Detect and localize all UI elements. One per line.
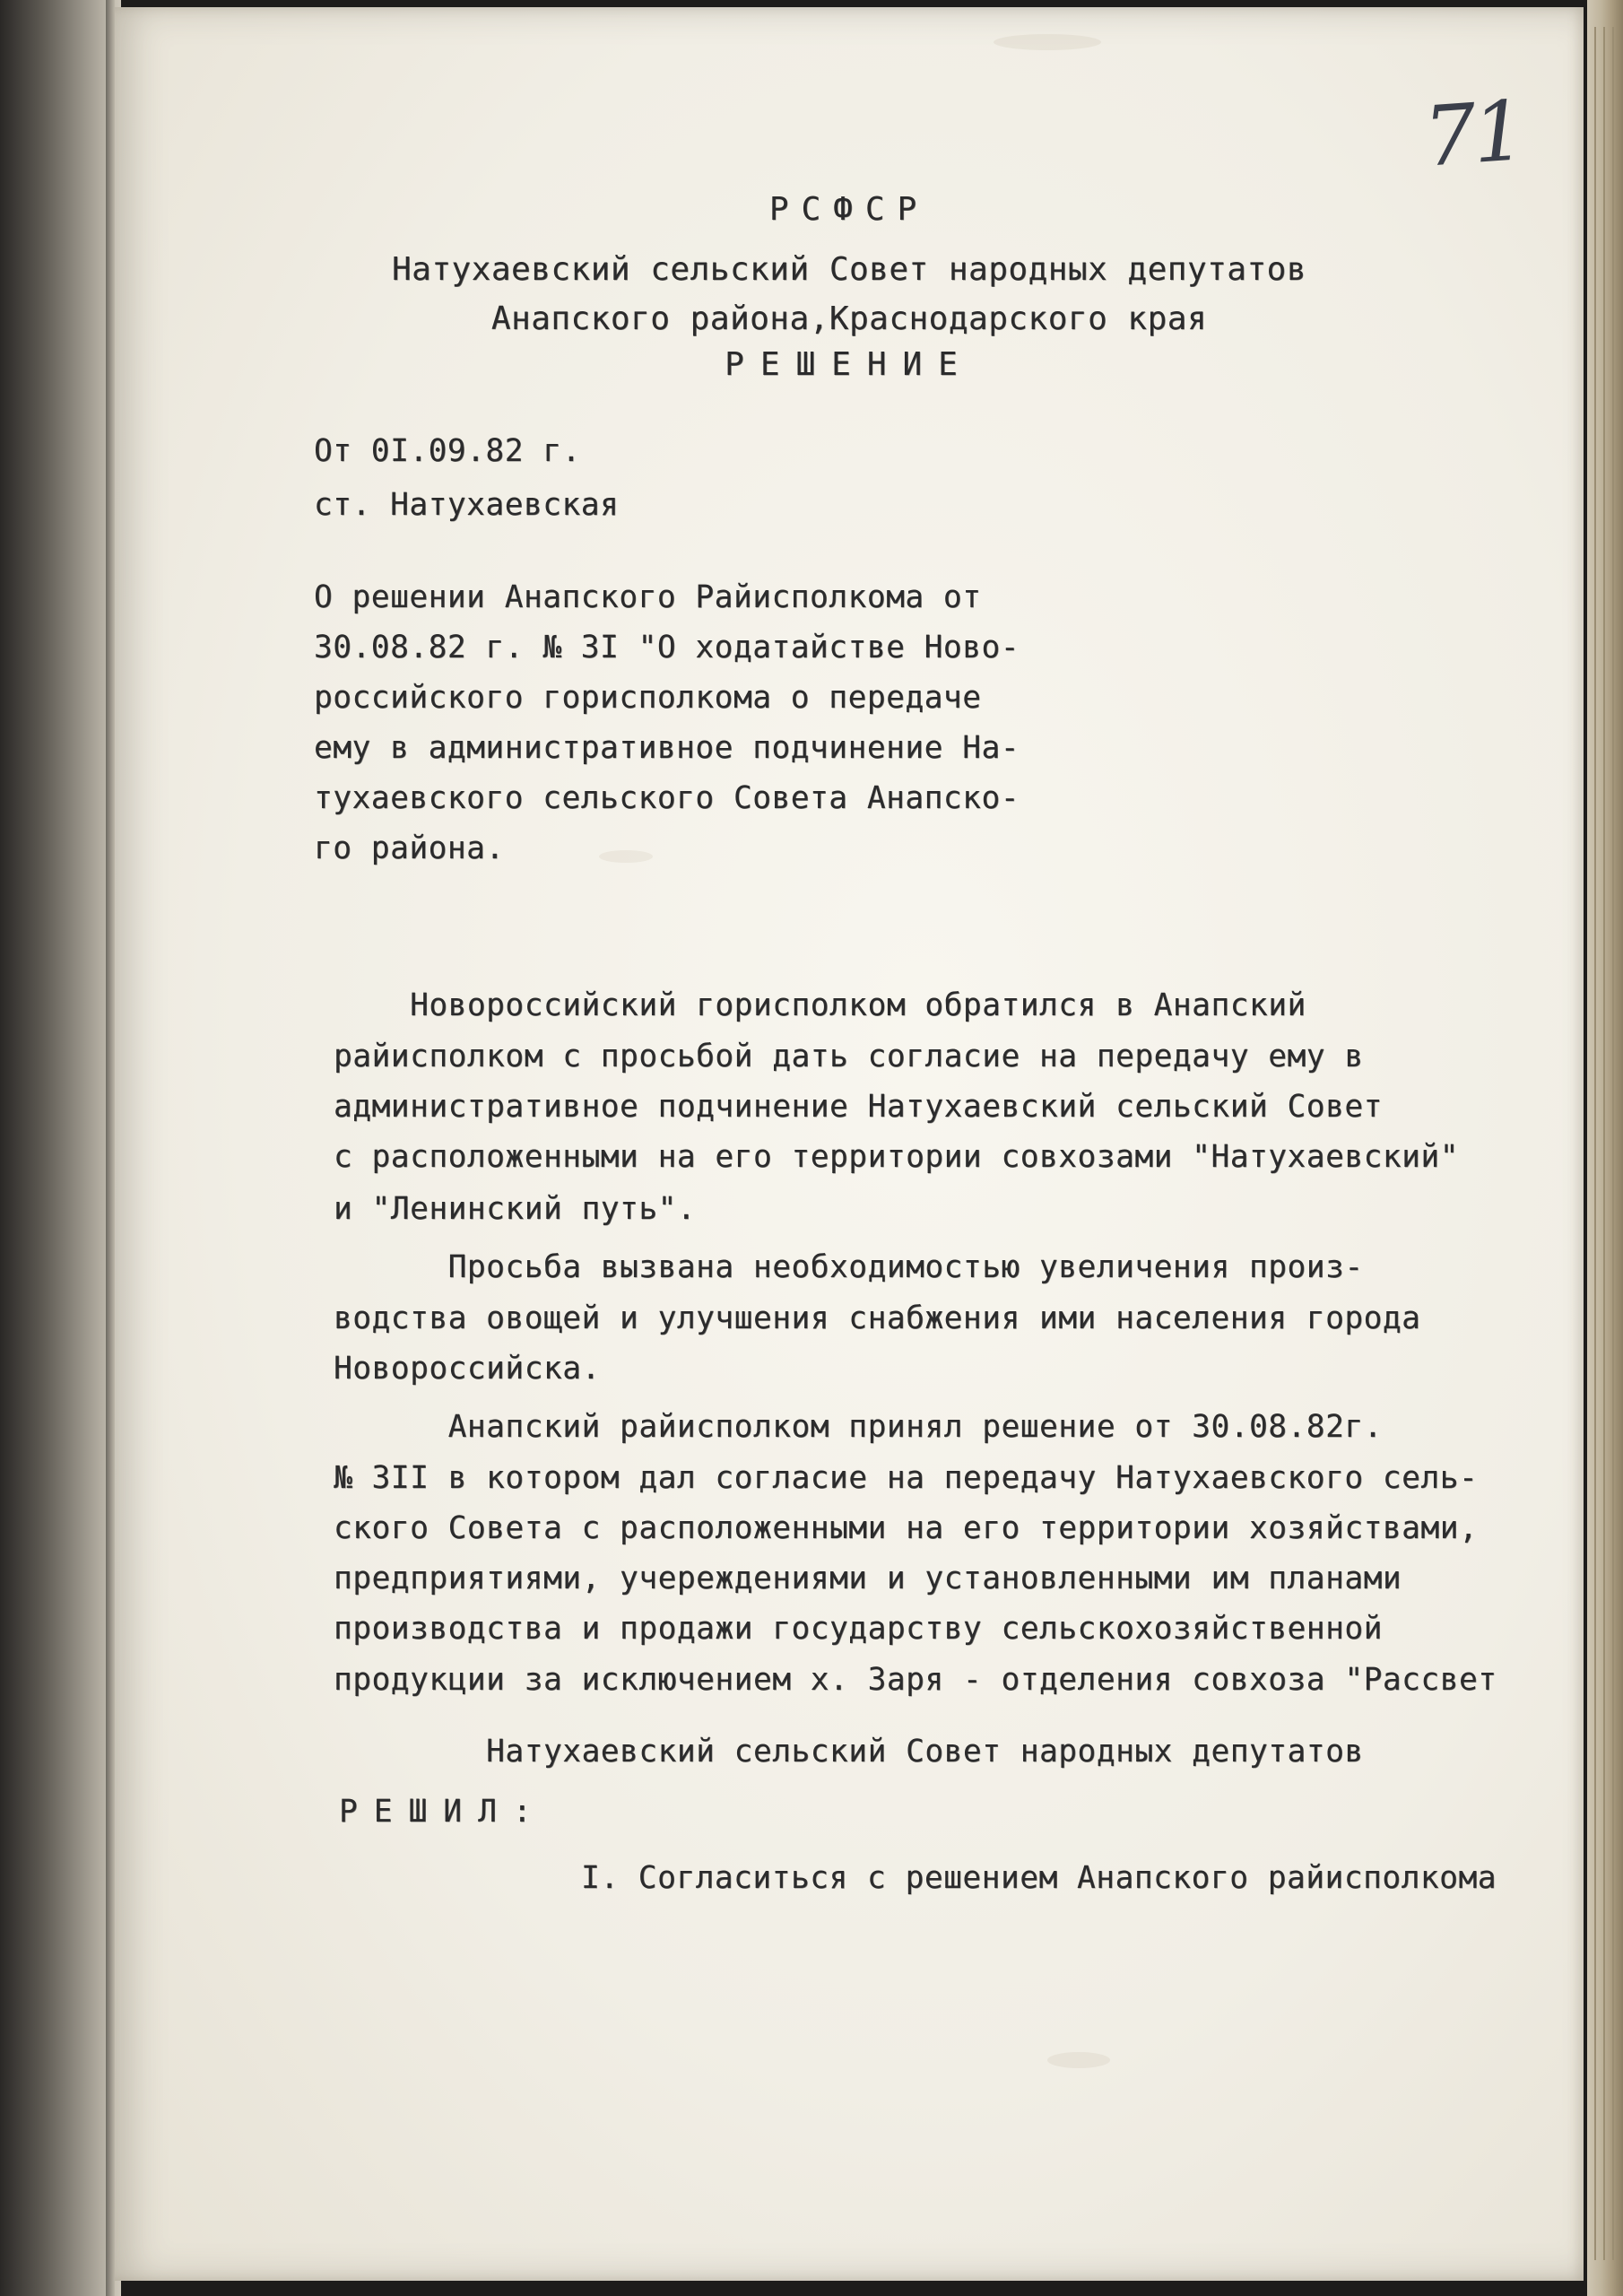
body-line: водства овощей и улучшения снабжения ими населения города <box>334 1300 1421 1336</box>
page-edge-line <box>1612 27 1614 2260</box>
body-line: и "Ленинский путь". <box>334 1191 697 1227</box>
paper-stain <box>994 34 1101 50</box>
body-line: предприятиями, учереждениями и установленными им планами <box>334 1561 1402 1596</box>
body-line: райисполком с просьбой дать согласие на передачу ему в <box>334 1039 1364 1074</box>
folio-number: 71 <box>1420 83 1525 186</box>
decided-label: РЕШИЛ: <box>339 1794 548 1830</box>
body-line: производства и продажи государству сельскохозяйственной <box>334 1611 1383 1647</box>
body-line: ского Совета с расположенными на его территории хозяйствами, <box>334 1510 1479 1546</box>
paper-stain <box>1047 2052 1110 2068</box>
binding-edge <box>106 0 115 2296</box>
body-line: с расположенными на его территории совхозами "Натухаевский" <box>334 1139 1459 1175</box>
subject-line: О решении Анапского Райисполкома от <box>314 579 982 615</box>
document-date: От 0I.09.82 г. <box>314 433 581 469</box>
page-edge-line <box>1603 27 1605 2260</box>
document-place: ст. Натухаевская <box>314 487 620 523</box>
header-country: РСФСР <box>768 191 930 228</box>
header-district: Анапского района,Краснодарского края <box>490 300 1208 337</box>
body-line: Натухаевский сельский Совет народных депутатов <box>334 1734 1364 1770</box>
body-line: Новороссийска. <box>334 1351 601 1387</box>
binding-gutter <box>0 0 121 2296</box>
document-page <box>115 7 1584 2281</box>
document-title: РЕШЕНИЕ <box>725 346 974 383</box>
subject-line: тухаевского сельского Совета Анапско- <box>314 780 1020 816</box>
subject-line: 30.08.82 г. № 3I "О ходатайстве Ново- <box>314 630 1020 665</box>
subject-line: го района. <box>314 831 505 866</box>
body-line: продукции за исключением х. Заря - отделения совхоза "Рассвет <box>334 1662 1497 1698</box>
page-stack-edge <box>1587 0 1623 2296</box>
body-line: Анапский райисполком принял решение от 30.08.82г. <box>334 1409 1383 1445</box>
subject-line: российского горисполкома о передаче <box>314 680 982 716</box>
paper-stain <box>599 850 653 863</box>
header-council: Натухаевский сельский Совет народных депутатов <box>392 251 1306 288</box>
body-line: № 3II в котором дал согласие на передачу Натухаевского сель- <box>334 1460 1479 1496</box>
body-line: Новороссийский горисполком обратился в Анапский <box>334 987 1306 1023</box>
subject-line: ему в административное подчинение На- <box>314 730 1020 766</box>
page-edge-line <box>1594 27 1596 2260</box>
body-line: Просьба вызвана необходимостью увеличения произ- <box>334 1249 1364 1285</box>
decision-item-1: I. Согласиться с решением Анапского райисполкома <box>581 1860 1497 1896</box>
body-line: административное подчинение Натухаевский сельский Совет <box>334 1089 1383 1125</box>
